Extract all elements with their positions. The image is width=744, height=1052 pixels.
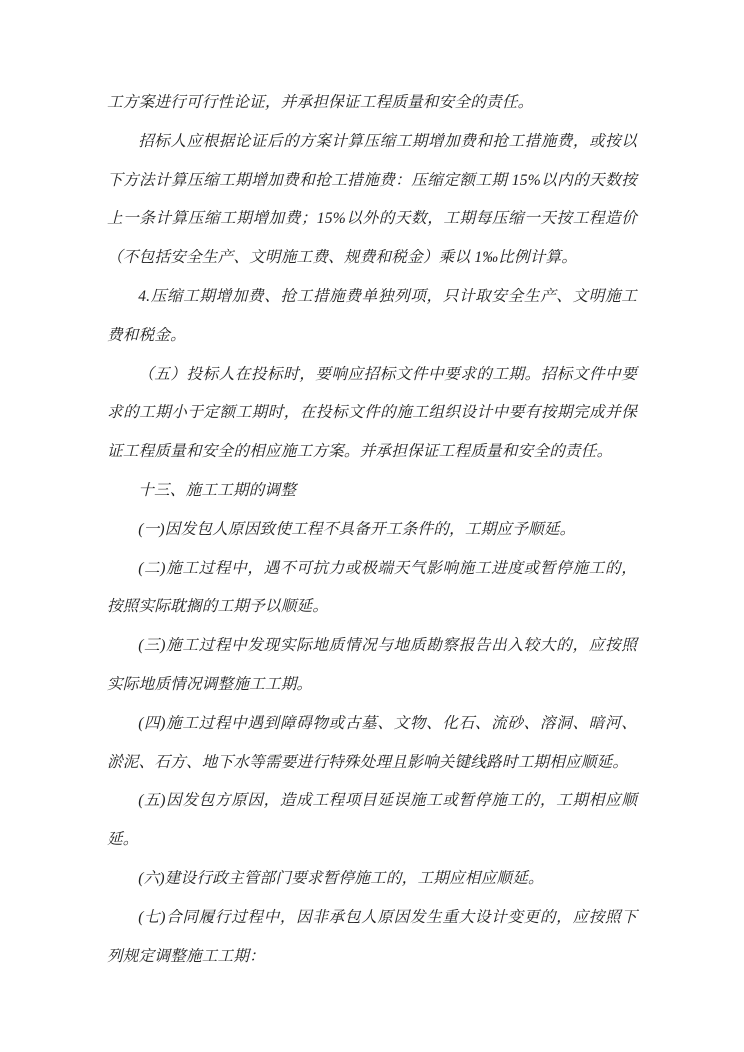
list-item-7: (七)合同履行过程中，因非承包人原因发生重大设计变更的，应按照下列规定调整施工工期： xyxy=(107,908,637,965)
list-item-1: (一)因发包人原因致使工程不具备开工条件的，工期应予顺延。 xyxy=(138,520,576,538)
paragraph: （五）投标人在投标时，要响应招标文件中要求的工期。招标文件中要求的工期小于定额工期时，在投标文件的施工组织设计中要有按期完成并保证工程质量和安全的相应施工方案。并承担保证工程质量和安全的责任。 xyxy=(107,365,637,461)
document-text-block xyxy=(107,84,637,976)
paragraph: 4.压缩工期增加费、抢工措施费单独列项，只计取安全生产、文明施工费和税金。 xyxy=(107,287,637,344)
list-item-4: (四)施工过程中遇到障碍物或古墓、文物、化石、流砂、溶洞、暗河、淤泥、石方、地下水等需要进行特殊处理且影响关键线路时工期相应顺延。 xyxy=(107,714,637,771)
paragraph-continuation: 工方案进行可行性论证，并承担保证工程质量和安全的责任。 xyxy=(107,94,534,111)
list-item-6: (六)建设行政主管部门要求暂停施工的，工期应相应顺延。 xyxy=(138,869,544,887)
list-item-3: (三)施工过程中发现实际地质情况与地质勘察报告出入较大的，应按照实际地质情况调整施工工期。 xyxy=(107,637,637,693)
list-item-5: (五)因发包方原因，造成工程项目延误施工或暂停施工的，工期相应顺延。 xyxy=(107,792,637,849)
list-item-2: (二)施工过程中，遇不可抗力或极端天气影响施工进度或暂停施工的，按照实际耽搁的工期予以顺延。 xyxy=(107,559,637,616)
paragraph: 招标人应根据论证后的方案计算压缩工期增加费和抢工措施费，或按以下方法计算压缩工期增加费和抢工措施费：压缩定额工期 15%以内的天数按上一条计算压缩工期增加费；15%以外的天数，工期每压缩一天按工程造价（不包括安全生产、文明施工费、规费和税金）乘以 1‰比例计算。 xyxy=(107,132,637,267)
section-heading: 十三、施工工期的调整 xyxy=(138,481,297,499)
